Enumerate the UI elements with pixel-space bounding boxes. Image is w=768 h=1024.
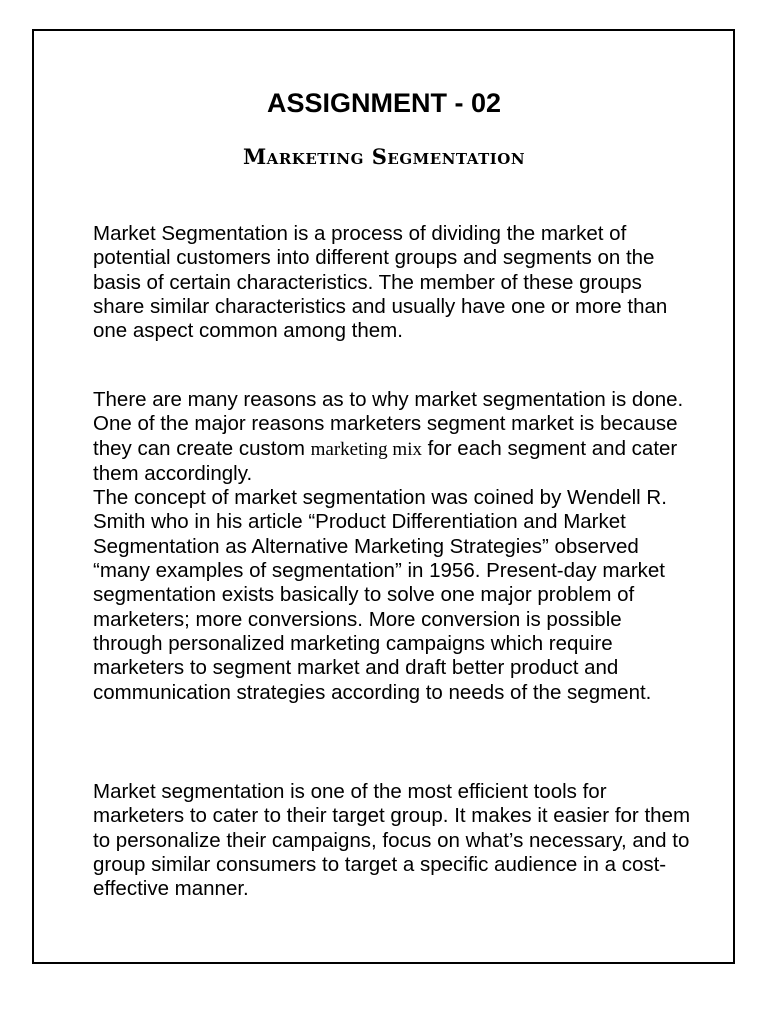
marketing-mix-term: marketing mix xyxy=(310,438,422,460)
paragraph-definition: Market Segmentation is a process of dividing the market of potential customers into different groups and segments on the basis of certain characteristics. The member of these groups share similar characteristics and usually have one or more than one aspect common among them. xyxy=(93,222,668,343)
paragraph-reasons xyxy=(93,388,693,705)
paragraph-reasons-text-1: There are many reasons as to why market segmentation is done. One of the major reasons marketers segment market is because they can create custom xyxy=(93,388,684,460)
paragraph-benefits: Market segmentation is one of the most efficient tools for marketers to cater to their target group. It makes it easier for them to personalize their campaigns, focus on what’s necessary, and to group similar consumers to target a specific audience in a cost-effective manner. xyxy=(93,780,691,901)
document-subtitle: Marketing Segmentation xyxy=(242,144,526,169)
paragraph-reasons-text-2: for each segment and cater them accordingly. xyxy=(93,436,678,485)
paragraph-history-text: The concept of market segmentation was coined by Wendell R. Smith who in his article “Product Differentiation and Market Segmentation as Alternative Marketing Strategies” observed “many examples of segmentation” in 1956. Present-day market segmentation exists basically to solve one major problem of marketers; more conversions. More conversion is possible through personalized marketing campaigns which require marketers to segment market and draft better product and communication strategies according to needs of the segment. xyxy=(93,486,667,704)
document-title: ASSIGNMENT - 02 xyxy=(266,88,502,118)
